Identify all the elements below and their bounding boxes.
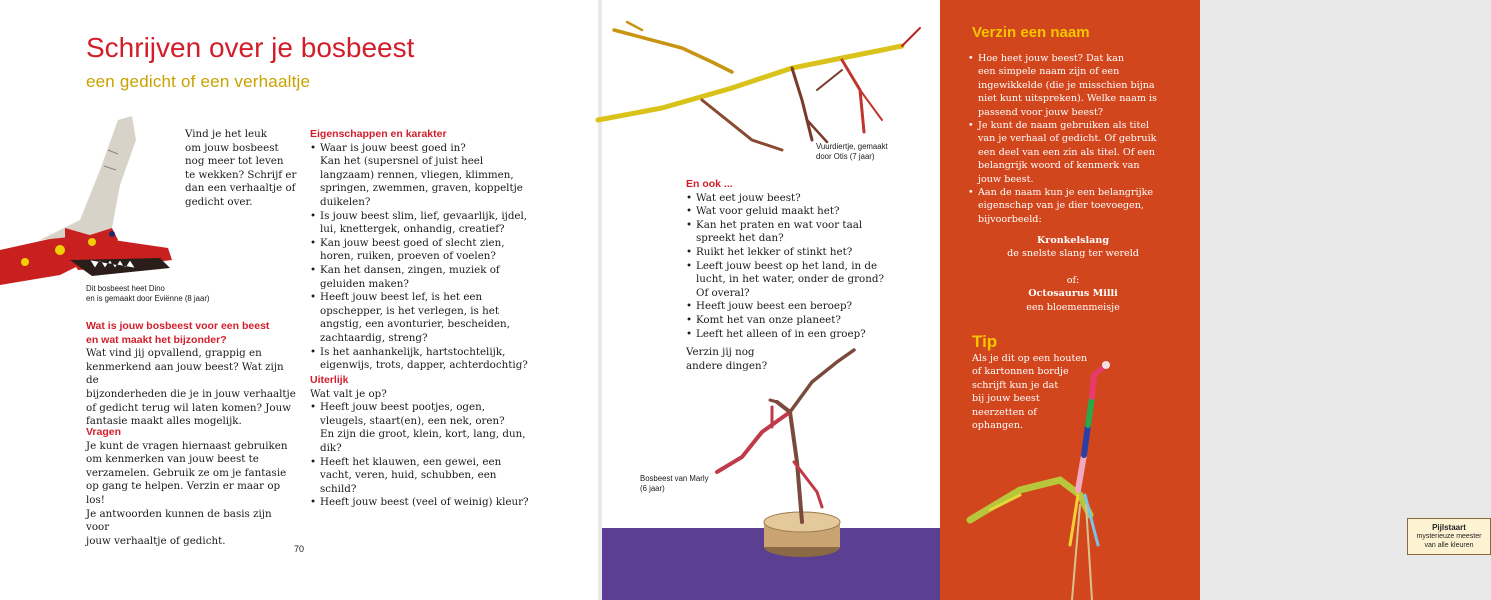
dino-sculpture-image xyxy=(0,110,180,285)
sidebar-bullet-list xyxy=(968,52,1178,226)
marly-sculpture-image xyxy=(702,342,872,572)
marly-caption: Bosbeest van Marly (6 jaar) xyxy=(640,474,709,493)
intro-line: gedicht over. xyxy=(185,195,253,208)
list-item: • Kan het dansen, zingen, muziek of geluiden maken? xyxy=(310,264,540,291)
pijlstaart-sign: Pijlstaart mysterieuze meester van alle kleuren xyxy=(1407,518,1491,555)
vuurdiertje-caption: Vuurdiertje, gemaakt door Otis (7 jaar) xyxy=(816,142,888,161)
section-heading: Vragen xyxy=(86,426,122,438)
list-item: • Is jouw beest slim, lief, gevaarlijk, ijdel, lui, knettergek, onhandig, creatief? xyxy=(310,210,540,237)
list-item: • Wat voor geluid maakt het? xyxy=(686,205,936,219)
section-body: Je kunt de vragen hiernaast gebruiken om kenmerken van jouw beest te verzamelen. Gebruik ze om je fantasie op gang te helpen. Verzin er maar op los! Je antwoorden kunnen de basis zijn voor jouw verhaaltje of gedicht. xyxy=(86,439,288,547)
list-item: • Leeft jouw beest op het land, in de lucht, in het water, onder de grond? Of overal? xyxy=(686,260,936,301)
list-item: • Heeft jouw beest (veel of weinig) kleur? xyxy=(310,496,540,510)
list-item: • Kan het praten en wat voor taal spreekt het dan? xyxy=(686,219,936,246)
name-examples: Kronkelslang de snelste slang ter wereld of: Octosaurus Milli een bloemenmeisje xyxy=(1007,235,1139,313)
list-item: • Aan de naam kun je een belangrijke eigenschap van je dier toevoegen, bijvoorbeeld: xyxy=(968,186,1178,226)
section-heading: Uiterlijk xyxy=(310,374,349,386)
list-item: • Je kunt de naam gebruiken als titel van je verhaal of gedicht. Of gebruik een deel van een zin als titel. Of een belangrijk woord of kenmerk van jouw beest. xyxy=(968,119,1178,186)
sidebar-verzin-een-naam xyxy=(940,0,1482,600)
bullet-list xyxy=(310,401,540,510)
list-item: • Waar is jouw beest goed in? Kan het (supersnel of juist heel langzaam) rennen, vliegen, klimmen, springen, zwemmen, graven, koppeltje duikelen? xyxy=(310,142,540,210)
list-item: • Leeft het alleen of in een groep? xyxy=(686,328,936,342)
section-heading: En ook ... xyxy=(686,178,733,190)
section-heading: Wat is jouw bosbeest voor een beest en wat maakt het bijzonder? xyxy=(86,320,270,346)
list-item: • Kan jouw beest goed of slecht zien, horen, ruiken, proeven of voelen? xyxy=(310,237,540,264)
intro-line: dan een verhaaltje of xyxy=(185,182,296,195)
intro-line: nog meer tot leven xyxy=(185,155,284,168)
pijlstaart-sculpture-image xyxy=(960,345,1170,600)
section-eigenschappen xyxy=(310,128,540,373)
page-title: Schrijven over je bosbeest xyxy=(86,32,415,63)
list-item: • Hoe heet jouw beest? Dat kan een simpele naam zijn of een ingewikkelde (die je misschien bijna niet kunt uitspreken). Welke naam is passend voor jouw beest? xyxy=(968,52,1178,119)
intro-line: Vind je het leuk xyxy=(185,128,267,140)
right-page xyxy=(602,0,1482,600)
section-heading: Eigenschappen en karakter xyxy=(310,128,447,140)
section-uiterlijk xyxy=(310,374,540,510)
tip-text: Als je dit op een houten of kartonnen bordje schrijft kun je dat bij jouw beest neerzetten of ophangen. xyxy=(972,353,1088,432)
sidebar-heading: Verzin een naam xyxy=(972,24,1090,41)
section-vragen xyxy=(86,426,296,548)
list-item: • Ruikt het lekker of stinkt het? xyxy=(686,246,936,260)
section-body: Wat vind jij opvallend, grappig en kenmerkend aan jouw beest? Wat zijn de bijzonderheden die je in jouw verhaaltje of gedicht terug wil laten komen? Jouw fantasie maakt alles mogelijk. xyxy=(86,347,296,428)
page-subtitle: een gedicht of een verhaaltje xyxy=(86,72,311,91)
list-item: • Is het aanhankelijk, hartstochtelijk, eigenwijs, trots, dapper, achterdochtig? xyxy=(310,346,540,373)
intro-line: om jouw bosbeest xyxy=(185,141,279,154)
page-number: 70 xyxy=(294,544,305,554)
list-item: • Heeft het klauwen, een gewei, een vacht, veren, huid, schubben, een schild? xyxy=(310,456,540,497)
section-intro: Wat valt je op? xyxy=(310,387,387,400)
section-bijzonder xyxy=(86,320,296,429)
section-en-ook xyxy=(686,178,936,341)
left-page xyxy=(0,0,598,600)
bullet-list xyxy=(686,192,936,342)
list-item: • Heeft jouw beest een beroep? xyxy=(686,300,936,314)
list-item: • Heeft jouw beest pootjes, ogen, vleugels, staart(en), een nek, oren? En zijn die groot, klein, kort, lang, dun, dik? xyxy=(310,401,540,455)
list-item: • Komt het van onze planeet? xyxy=(686,314,936,328)
bullet-list xyxy=(310,142,540,373)
intro-text xyxy=(185,128,315,210)
tip-heading: Tip xyxy=(972,332,998,351)
list-item: • Heeft jouw beest lef, is het een opschepper, is het verlegen, is het angstig, een avonturier, bescheiden, zachtaardig, streng? xyxy=(310,291,540,345)
list-item: • Wat eet jouw beest? xyxy=(686,192,936,206)
verzin-text: Verzin jij nog andere dingen? xyxy=(686,346,768,372)
dino-caption: Dit bosbeest heet Dino en is gemaakt door Eviënne (8 jaar) xyxy=(86,284,210,303)
intro-line: te wekken? Schrijf er xyxy=(185,168,297,181)
